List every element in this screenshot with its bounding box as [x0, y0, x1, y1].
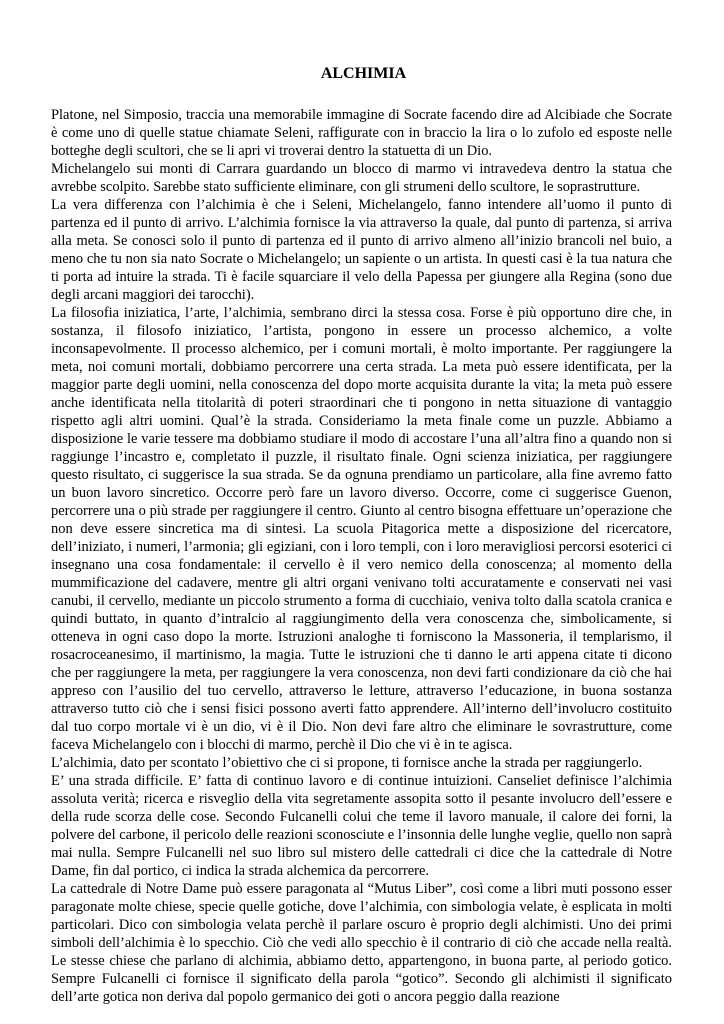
document-body: [51, 106, 672, 1006]
paragraph: L’alchimia, dato per scontato l’obiettivo che ci si propone, ti fornisce anche la strada per raggiungerlo.: [51, 755, 643, 771]
paragraph: Platone, nel Simposio, traccia una memorabile immagine di Socrate facendo dire ad Alcibiade che Socrate è come uno di quelle statue chiamate Seleni, raffigurate con in braccio la lira o lo zufolo ed esposte nelle botteghe degli scultori, che se li apri vi troverai dentro la statuetta di un Dio.: [51, 107, 672, 159]
paragraph: La cattedrale di Notre Dame può essere paragonata al “Mutus Liber”, così come a libri muti possono esser paragonate molte chiese, specie quelle gotiche, dove l’alchimia, con simbologia velate, è esplicata in molti particolari. Dico con simbologia velata perchè il parlare oscuro è proprio degli alchimisti. Uno dei primi simboli dell’alchimia è lo specchio. Ciò che vedi allo specchio è il contrario di ciò che accade nella realtà. Le stesse chiese che parlano di alchimia, abbiamo detto, appartengono, in buona parte, al periodo gotico. Sempre Fulcanelli ci fornisce il significato della parola “gotico”. Secondo gli alchimisti il significato dell’arte gotica non deriva dal popolo germanico dei goti o ancora peggio dalla reazione: [51, 881, 672, 1005]
document-title: ALCHIMIA: [320, 65, 407, 82]
document-page: [51, 64, 672, 1006]
paragraph: Michelangelo sui monti di Carrara guardando un blocco di marmo vi intravedeva dentro la statua che avrebbe scolpito. Sarebbe stato sufficiente eliminare, con gli strumeni dello scultore, le soprastrutture.: [51, 161, 672, 195]
paragraph: La vera differenza con l’alchimia è che i Seleni, Michelangelo, fanno intendere all’uomo il punto di partenza ed il punto di arrivo. L’alchimia fornisce la via attraverso la quale, dal punto di partenza, si arriva alla meta. Se conosci solo il punto di partenza ed il punto di arrivo almeno all’inizio brancoli nel buio, a meno che tu non sia nato Socrate o Michelangelo; un sapiente o un artista. In questi casi è la tua natura che ti porta ad intuire la strada. Ti è facile squarciare il velo della Papessa per giungere alla Regina (sono due degli arcani maggiori dei tarocchi).: [51, 197, 672, 303]
paragraph: La filosofia iniziatica, l’arte, l’alchimia, sembrano dirci la stessa cosa. Forse è più opportuno dire che, in sostanza, il filosofo iniziatico, l’artista, pongono in essere un processo alchemico, a volte inconsapevolmente. Il processo alchemico, per i comuni mortali, è molto importante. Per raggiungere la meta, noi comuni mortali, dobbiamo percorrere una certa strada. La meta può essere identificata, per la maggior parte degli uomini, nella conoscenza del dopo morte acquisita durante la vita; la meta può essere anche identificata nella titolarità di poteri straordinari che ti pongono in netta situazione di vantaggio rispetto agli altri uomini. Qual’è la strada. Consideriamo la meta finale come un puzzle. Abbiamo a disposizione le varie tessere ma dobbiamo studiare il modo di accostare l’una all’altra fino a quando non si raggiunge l’incastro e, completato il puzzle, il risultato finale. Ogni scienza iniziatica, per raggiungere questo risultato, ci suggerisce la sua strada. Se da ognuna prendiamo un particolare, alla fine avremo fatto un buon lavoro sincretico. Occorre però fare un lavoro diverso. Occorre, come ci suggerisce Guenon, percorrere una o più strade per raggiungere il centro. Giunto al centro bisogna effettuare un’operazione che non deve essere sincretica ma di sintesi. La scuola Pitagorica mette a disposizione del ricercatore, dell’iniziato, i numeri, l’armonia; gli egiziani, con i loro templi, con i loro meravigliosi percorsi esoterici ci insegnano una cosa fondamentale: il cervello è il vero nemico della conoscenza; al momento della mummificazione del cadavere, mentre gli altri organi venivano tolti accuratamente e conservati nei vasi canubi, il cervello, mediante un piccolo strumento a forma di cucchiaio, veniva tolto dalla scatola cranica e quindi buttato, in quanto d’intralcio al raggiungimento della vera conoscenza che, simbolicamente, si otteneva in ogni caso dopo la morte. Istruzioni analoghe ti forniscono la Massoneria, il templarismo, il rosacroceanesimo, il martinismo, la magia. Tutte le istruzioni che ti danno le arti appena citate ti dicono che per raggiungere la meta, per raggiungere la vera conoscenza, non devi farti condizionare da ciò che hai appreso con l’ausilio del tuo cervello, attraverso le letture, attraverso l’educazione, in buona sostanza attraverso tutto ciò che i sensi fisici possono averti fatto apprendere. All’interno dell’involucro costituito dal tuo corpo mortale vi è un dio, vi è il Dio. Non devi fare altro che eliminare le sovrastrutture, come faceva Michelangelo con i blocchi di marmo, perchè il Dio che vi è in te agisca.: [51, 305, 672, 753]
paragraph: E’ una strada difficile. E’ fatta di continuo lavoro e di continue intuizioni. Canseliet definisce l’alchimia assoluta verità; ricerca e risveglio della vita segretamente assopita sotto il pesante involucro dell’essere e della rude scorza delle cose. Secondo Fulcanelli colui che teme il lavoro manuale, il calore dei forni, la polvere del carbone, il pericolo delle reazioni sconosciute e l’insonnia delle lunghe veglie, quello non saprà mai nulla. Sempre Fulcanelli nel suo libro sul mistero delle cattedrali ci dice che la cattedrale di Notre Dame, fin dal portico, ci indica la strada alchemica da percorrere.: [51, 773, 672, 879]
